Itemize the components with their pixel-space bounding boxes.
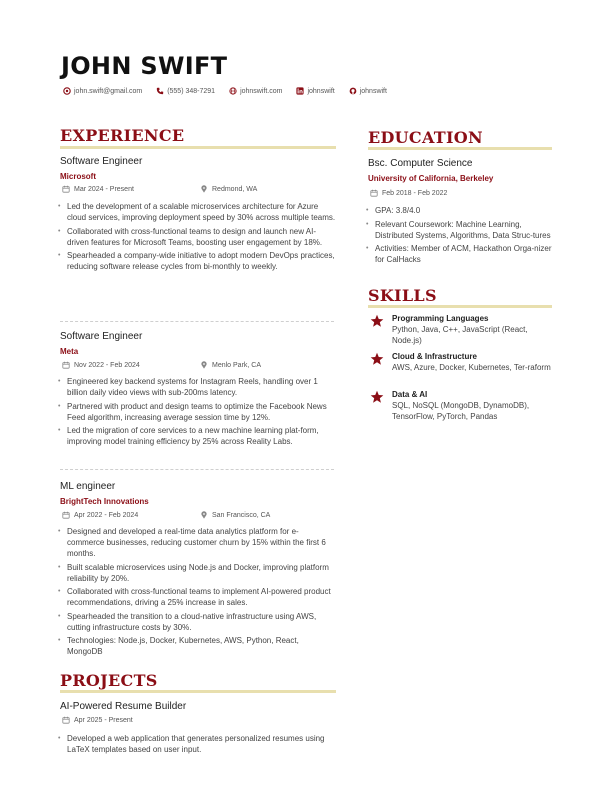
- bullet-item: • Collaborated with cross-functional teams to design and launch new AI-driven features for Microsoft Teams, boosting user engagement by 18%.: [58, 226, 336, 248]
- job-dates-text: Apr 2022 - Feb 2024: [74, 511, 139, 519]
- phone-icon: [156, 87, 164, 95]
- job-location-text: Menlo Park, CA: [212, 361, 262, 369]
- bullet-item: • Collaborated with cross-functional teams to implement AI-powered product recommendations, driving a 25% increase in sales.: [58, 586, 336, 608]
- bullet-item: • Spearheaded the transition to a cloud-native infrastructure using AWS, cutting infrastructure costs by 30%.: [58, 611, 336, 633]
- divider: [60, 469, 334, 470]
- bullet-item: • GPA: 3.8/4.0: [366, 205, 552, 216]
- website-text: johnswift.com: [240, 87, 283, 95]
- contact-github[interactable]: [349, 87, 387, 95]
- job-dates-text: Mar 2024 - Present: [74, 185, 134, 193]
- education-dates-text: Feb 2018 - Feb 2022: [382, 189, 448, 197]
- job-bullets: [58, 376, 336, 450]
- bullet-item: • Led the development of a scalable microservices architecture for Azure cloud services, improving deployment speed by 30% across multiple teams.: [58, 201, 336, 223]
- skill-group-desc: Python, Java, C++, JavaScript (React, Node.js): [392, 325, 528, 345]
- github-icon: [349, 87, 357, 95]
- job-location: [200, 185, 257, 193]
- bullet-item: • Spearheaded a company-wide initiative to adopt modern DevOps practices, reducing software release cycles from bi-monthly to weekly.: [58, 250, 336, 272]
- star-icon: [370, 390, 384, 404]
- education-rule: [368, 147, 552, 150]
- skill-group: [370, 351, 552, 373]
- job-bullets: [58, 526, 336, 660]
- phone-text: (555) 348-7291: [167, 87, 216, 95]
- email-text: john.swift@gmail.com: [74, 87, 143, 95]
- job-company: BrightTech Innovations: [60, 497, 149, 506]
- contact-phone[interactable]: [156, 87, 215, 95]
- education-dates: [370, 189, 447, 197]
- experience-heading: EXPERIENCE: [60, 126, 185, 145]
- skill-group: [370, 389, 552, 422]
- skills-heading: SKILLS: [368, 286, 437, 305]
- bullet-item: • Designed and developed a real-time data analytics platform for e-commerce businesses, reducing customer churn by 15% within the first 6 months.: [58, 526, 336, 559]
- job-bullets: [58, 201, 336, 275]
- candidate-name: JOHN SWIFT: [61, 52, 228, 80]
- location-pin-icon: [200, 361, 208, 369]
- skill-group-name: Data & AI: [392, 390, 428, 399]
- project-dates-text: Apr 2025 - Present: [74, 716, 133, 724]
- location-pin-icon: [200, 511, 208, 519]
- linkedin-text: johnswift: [307, 87, 335, 95]
- degree-title: Bsc. Computer Science: [368, 158, 473, 169]
- location-pin-icon: [200, 185, 208, 193]
- calendar-icon: [370, 189, 378, 197]
- calendar-icon: [62, 361, 70, 369]
- job-location: [200, 361, 261, 369]
- bullet-item: • Activities: Member of ACM, Hackathon Orga-nizer for CalHacks: [366, 243, 552, 265]
- bullet-item: • Built scalable microservices using Node.js and Docker, improving platform reliability by 20%.: [58, 562, 336, 584]
- job-title: Software Engineer: [60, 156, 143, 167]
- job-location: [200, 511, 270, 519]
- skill-group-name: Programming Languages: [392, 314, 489, 323]
- education-bullets: [366, 205, 552, 268]
- star-icon: [370, 352, 384, 366]
- skills-rule: [368, 305, 552, 308]
- job-location-text: Redmond, WA: [212, 185, 258, 193]
- bullet-item: • Engineered key backend systems for Instagram Reels, handling over 1 billion daily video views with sub-200ms latency.: [58, 376, 336, 398]
- job-dates: [62, 511, 138, 519]
- calendar-icon: [62, 185, 70, 193]
- project-bullets: [58, 733, 336, 758]
- skill-group: [370, 313, 552, 346]
- projects-heading: PROJECTS: [60, 671, 158, 690]
- bullet-item: • Developed a web application that generates personalized resumes using LaTeX templates based on user input.: [58, 733, 336, 755]
- calendar-icon: [62, 716, 70, 724]
- job-dates-text: Nov 2022 - Feb 2024: [74, 361, 140, 369]
- job-title: ML engineer: [60, 481, 116, 492]
- school-name: University of California, Berkeley: [368, 174, 494, 183]
- bullet-item: • Partnered with product and design teams to optimize the Facebook News Feed algorithm, increasing average session time by 12%.: [58, 401, 336, 423]
- projects-rule: [60, 690, 336, 693]
- job-company: Meta: [60, 347, 79, 356]
- contact-bar: [63, 87, 387, 95]
- bullet-item: • Led the migration of core services to a new machine learning plat-form, improving model training efficiency by 25% across Reality Labs.: [58, 425, 336, 447]
- education-heading: EDUCATION: [368, 128, 483, 147]
- skill-group-desc: AWS, Azure, Docker, Kubernetes, Ter-raform: [392, 363, 551, 372]
- calendar-icon: [62, 511, 70, 519]
- project-title: AI-Powered Resume Builder: [60, 701, 187, 712]
- bullet-item: • Relevant Coursework: Machine Learning, Distributed Systems, Algorithms, Data Struc-tures: [366, 219, 552, 241]
- job-dates: [62, 361, 140, 369]
- email-icon: [63, 87, 71, 95]
- project-dates: [62, 716, 133, 724]
- job-title: Software Engineer: [60, 331, 143, 342]
- skill-group-name: Cloud & Infrastructure: [392, 352, 477, 361]
- bullet-item: • Technologies: Node.js, Docker, Kubernetes, AWS, Python, React, MongoDB: [58, 635, 336, 657]
- job-dates: [62, 185, 134, 193]
- globe-icon: [229, 87, 237, 95]
- github-text: johnswift: [359, 87, 387, 95]
- job-location-text: San Francisco, CA: [212, 511, 271, 519]
- experience-rule: [60, 146, 336, 149]
- job-company: Microsoft: [60, 172, 96, 181]
- divider: [60, 321, 334, 322]
- star-icon: [370, 314, 384, 328]
- contact-email[interactable]: [63, 87, 142, 95]
- skill-group-desc: SQL, NoSQL (MongoDB, DynamoDB), TensorFlow, PyTorch, Pandas: [392, 401, 530, 421]
- contact-website[interactable]: [229, 87, 282, 95]
- contact-linkedin[interactable]: [296, 87, 334, 95]
- linkedin-icon: [296, 87, 304, 95]
